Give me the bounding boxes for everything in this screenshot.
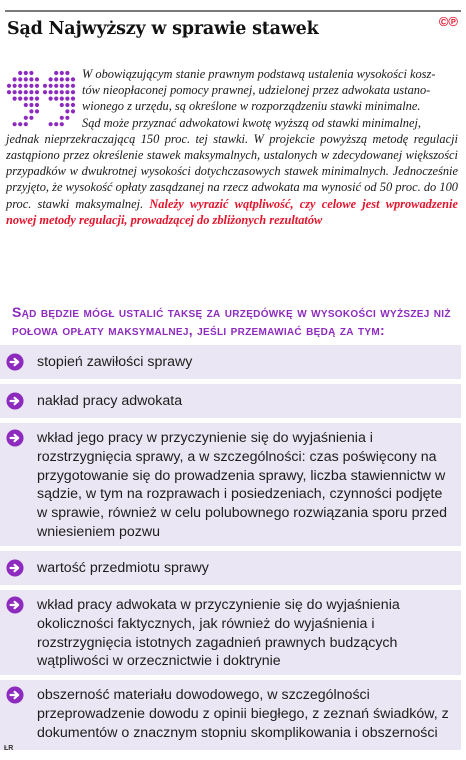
- criteria-item: [0, 423, 461, 546]
- article-line: W obowiązującym stanie prawnym podstawą ustalenia wysokości kosz-: [82, 67, 436, 81]
- article-highlight: Należy wyrazić wątpliwość, czy celowe jest wprowadzenie nowej metody regulacji, prowadzącej do zbliżonych rezultatów: [6, 196, 458, 227]
- top-rule: [5, 10, 461, 12]
- criteria-item: [0, 590, 461, 675]
- criteria-item: [0, 551, 461, 585]
- criteria-item: [0, 680, 461, 750]
- criteria-item-text: wkład jego pracy w przyczynienie się do wyjaśnienia i rozstrzygnięcia sprawy, a w szczególności: czas poświęcony na przygotowanie się do prowadzenia sprawy, liczba stawiennictw w sądzie, w tym na rozprawach i posiedzeniach, czynności podjęte w sprawie, również w celu polubownego rozwiązania sporu przed wniesieniem pozwu: [37, 430, 448, 540]
- criteria-item-text: obszerność materiału dowodowego, w szczególności przeprowadzenie dowodu z opinii biegłego, z zeznań świadków, z dokumentów o znacznym stopniu skomplikowania i obszerności: [37, 687, 449, 741]
- arrow-circle-icon: [6, 686, 24, 704]
- criteria-item-text: wartość przedmiotu sprawy: [37, 560, 209, 576]
- arrow-circle-icon: [6, 392, 24, 410]
- article-line: tów nieopłaconej pomocy prawnej, udzielonej przez adwokata ustano-: [82, 83, 431, 98]
- arrow-circle-icon: [6, 559, 24, 577]
- criteria-item-text: wkład pracy adwokata w przyczynienie się do wyjaśnienia okoliczności faktycznych, jak również do wyjaśnienia i rozstrzygnięcia istotnych zagadnień prawnych budzących wątpliwości w orzecznictwie i doktrynie: [37, 597, 400, 670]
- author-credit: ŁR: [4, 745, 14, 752]
- criteria-item: [0, 345, 461, 379]
- article-text: jednak nieprzekraczającą 150 proc. tej stawki. W projekcie powyższą metodę regulacji zastąpiono przez określenie stawek maksymalnych, ustalonych w zdecydowanej większości przypadków w dwukrotnej wysokości dotychczasowych stawek minimalnych. Jednocześnie przyjęto, że wysokość opłaty zasądzanej na rzecz adwokata ma wynosić od 50 proc. do 100 proc. stawki maksymalnej.: [6, 131, 458, 211]
- article-body: [6, 66, 458, 228]
- criteria-item-text: stopień zawiłości sprawy: [37, 354, 193, 370]
- article-line: Sąd może przyznać adwokatowi kwotę wyższą od stawki minimalnej,: [82, 115, 422, 130]
- criteria-heading: Sąd będzie mógł ustalić taksę za urzędówkę w wysokości wyższej niż połowa opłaty maksymalnej, jeśli przemawiać będą za tym:: [12, 304, 451, 338]
- criteria-item-text: nakład pracy adwokata: [37, 393, 183, 409]
- arrow-circle-icon: [6, 429, 24, 447]
- arrow-circle-icon: [6, 353, 24, 371]
- copyright-badge: ©℗: [438, 14, 458, 29]
- article-line: wionego z urzędu, są określone w rozporządzeniu stawki minimalne.: [82, 99, 421, 114]
- criteria-item: [0, 384, 461, 418]
- arrow-circle-icon: [6, 596, 24, 614]
- page-title: Sąd Najwyższy w sprawie stawek: [7, 19, 319, 39]
